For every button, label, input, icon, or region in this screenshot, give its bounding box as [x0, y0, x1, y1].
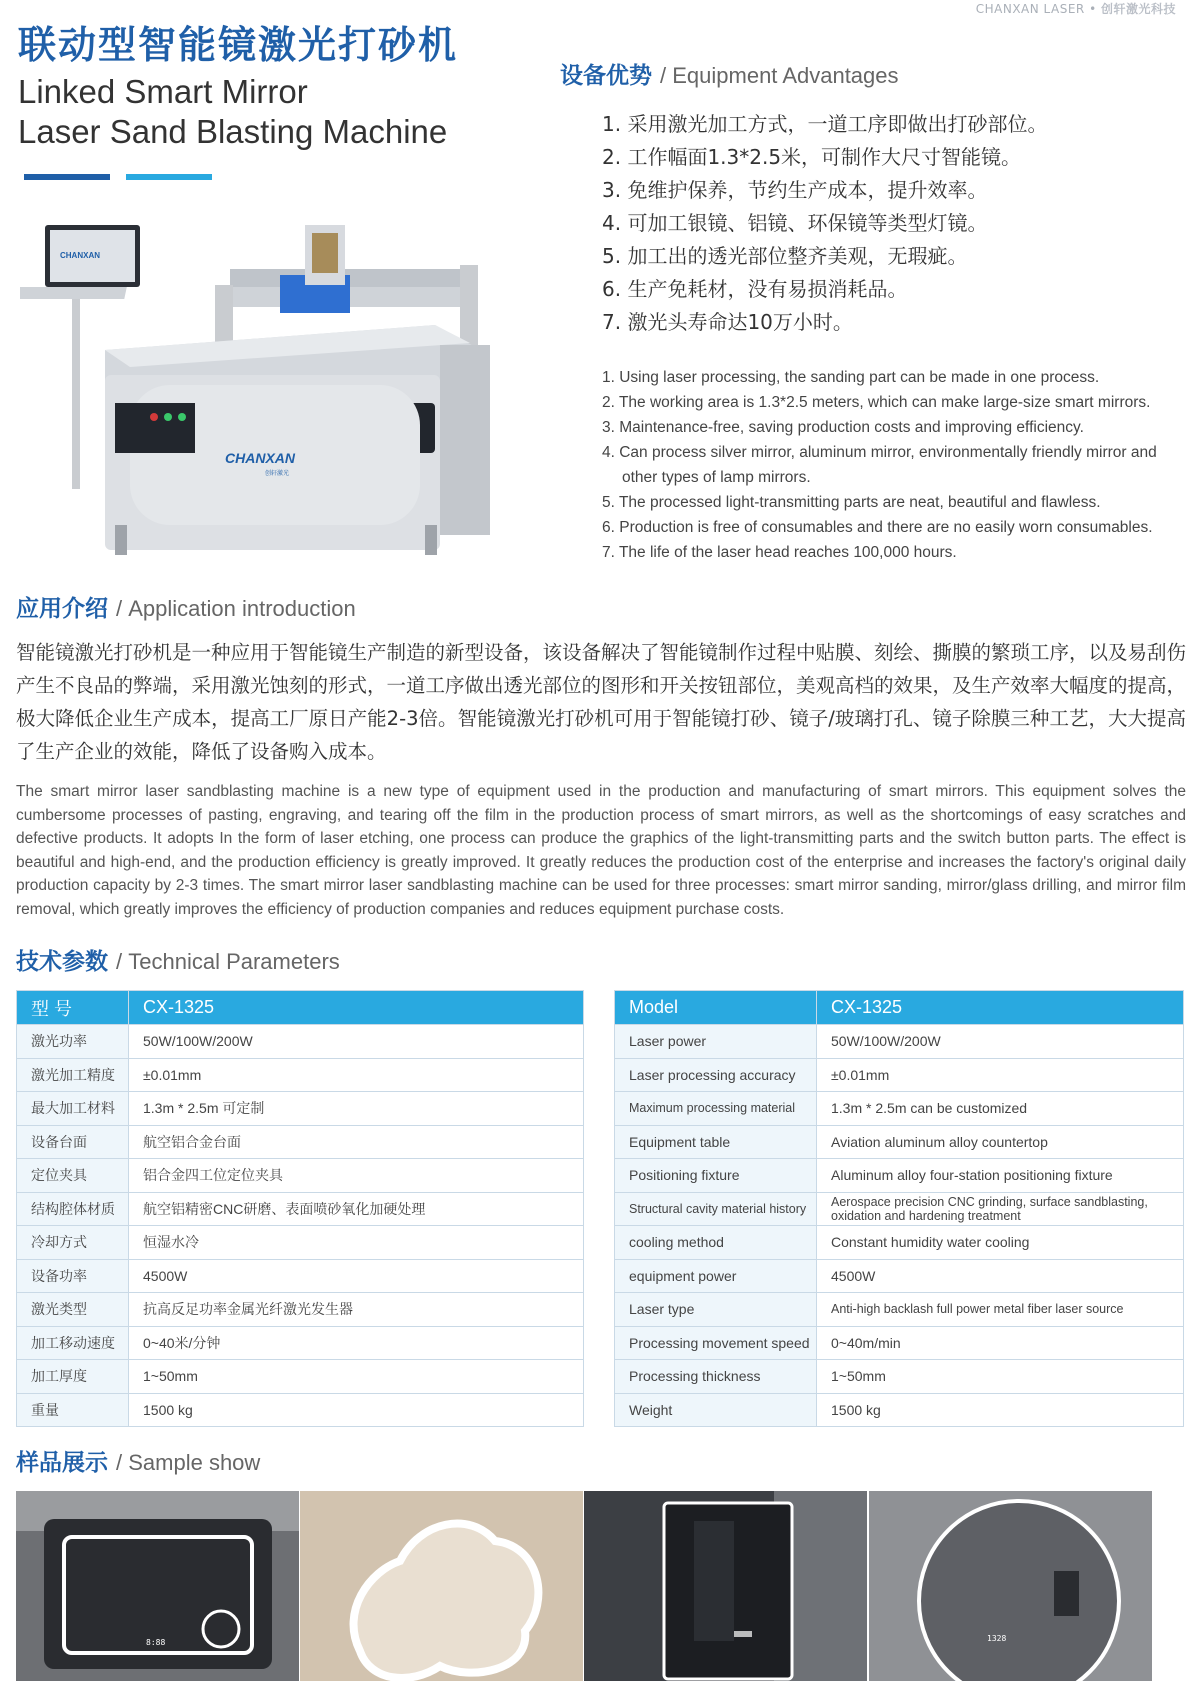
table-row — [615, 1058, 1184, 1092]
table-row — [17, 1192, 584, 1226]
advantages-list-en — [602, 365, 1192, 565]
table-row — [615, 1092, 1184, 1126]
table-row — [17, 1360, 584, 1394]
advantage-cn-item: 3. 免维护保养，节约生产成本，提升效率。 — [602, 178, 988, 202]
param-label: Laser processing accuracy — [615, 1058, 817, 1092]
table-row — [17, 1259, 584, 1293]
table-row — [17, 1092, 584, 1126]
param-value: Aerospace precision CNC grinding, surface sandblasting, oxidation and hardening treatment — [817, 1192, 1184, 1226]
param-label: 冷却方式 — [17, 1226, 129, 1260]
param-value: 50W/100W/200W — [129, 1025, 584, 1059]
param-label: 设备台面 — [17, 1125, 129, 1159]
table-row — [17, 1393, 584, 1427]
param-value: Constant humidity water cooling — [817, 1226, 1184, 1260]
samples-heading-en: / Sample show — [116, 1450, 261, 1475]
advantage-en-item: 3. Maintenance-free, saving production costs and improving efficiency. — [602, 419, 1084, 436]
param-label: 结构腔体材质 — [17, 1192, 129, 1226]
brand-cn: 创轩激光科技 — [1100, 2, 1176, 16]
table-header-cell: Model — [615, 991, 817, 1025]
table-row — [615, 1025, 1184, 1059]
param-value: ±0.01mm — [817, 1058, 1184, 1092]
samples-heading — [16, 1444, 260, 1477]
brand-header — [976, 0, 1176, 17]
param-value: 航空铝精密CNC研磨、表面喷砂氧化加硬处理 — [129, 1192, 584, 1226]
param-label: 加工移动速度 — [17, 1326, 129, 1360]
param-label: Structural cavity material history — [615, 1192, 817, 1226]
table-header-cell: CX-1325 — [817, 991, 1184, 1025]
application-heading-en: / Application introduction — [116, 596, 356, 621]
table-row — [17, 1326, 584, 1360]
param-label: Processing movement speed — [615, 1326, 817, 1360]
param-value: 1~50mm — [817, 1360, 1184, 1394]
parameters-heading-cn: 技术参数 — [16, 949, 108, 975]
param-value: Anti-high backlash full power metal fiber laser source — [817, 1293, 1184, 1327]
table-row — [17, 1025, 584, 1059]
param-value: 1500 kg — [129, 1393, 584, 1427]
param-label: Equipment table — [615, 1125, 817, 1159]
advantage-en-item: 6. Production is free of consumables and there are no easily worn consumables. — [602, 519, 1153, 536]
table-row — [615, 1360, 1184, 1394]
advantage-en-item: 2. The working area is 1.3*2.5 meters, which can make large-size smart mirrors. — [602, 394, 1151, 411]
parameters-table-cn — [16, 990, 584, 1427]
brand-separator: • — [1089, 2, 1097, 16]
param-value: 1500 kg — [817, 1393, 1184, 1427]
parameters-heading — [16, 943, 340, 976]
table-header-row — [615, 991, 1184, 1025]
table-row — [615, 1125, 1184, 1159]
param-value: 50W/100W/200W — [817, 1025, 1184, 1059]
param-value: 航空铝合金台面 — [129, 1125, 584, 1159]
table-row — [17, 1159, 584, 1193]
title-cn: 联动型智能镜激光打砂机 — [18, 23, 459, 67]
parameters-table-en — [614, 990, 1184, 1427]
table-row — [17, 1226, 584, 1260]
advantage-cn-item: 2. 工作幅面1.3*2.5米，可制作大尺寸智能镜。 — [602, 145, 1022, 169]
advantage-cn-item: 1. 采用激光加工方式，一道工序即做出打砂部位。 — [602, 112, 1048, 136]
advantage-en-item: 4. Can process silver mirror, aluminum mirror, environmentally friendly mirror and other types of lamp mirrors. — [602, 444, 1157, 486]
samples-heading-cn: 样品展示 — [16, 1450, 108, 1476]
application-text-en: The smart mirror laser sandblasting machine is a new type of equipment used in the production and manufacturing of smart mirrors. This equipment solves the cumbersome processes of pasting, engraving, and tearing off the film in the production process of smart mirrors, as well as the shortcomings of easy scratches and defective products. It adopts In the form of laser etching, one process can produce the graphics of the light-transmitting parts and the switch button parts. The effect is beautiful and high-end, and the production efficiency is greatly improved. It greatly reduces the production cost of the enterprise and increases the factory's original daily production capacity by 2-3 times. The smart mirror laser sandblasting machine can be used for three processes: smart mirror sanding, mirror/glass drilling, and mirror film removal, which greatly improves the efficiency of production companies and reduces equipment purchase costs. — [16, 783, 1186, 918]
param-label: Processing thickness — [615, 1360, 817, 1394]
param-label: 激光类型 — [17, 1293, 129, 1327]
advantages-list-cn — [602, 108, 1047, 339]
param-value: 4500W — [129, 1259, 584, 1293]
param-label: Laser type — [615, 1293, 817, 1327]
application-text-cn: 智能镜激光打砂机是一种应用于智能镜生产制造的新型设备，该设备解决了智能镜制作过程中贴膜、刻绘、撕膜的繁琐工序，以及易刮伤产生不良品的弊端，采用激光蚀刻的形式，一道工序做出透光部位的图形和开关按钮部位，美观高档的效果，及生产效率大幅度的提高，极大降低企业生产成本，提高工厂原日产能2-3倍。智能镜激光打砂机可用于智能镜打砂、镜子/玻璃打孔、镜子除膜三种工艺，大大提高了生产企业的效能，降低了设备购入成本。 — [16, 641, 1187, 763]
table-row — [615, 1159, 1184, 1193]
param-value: 铝合金四工位定位夹具 — [129, 1159, 584, 1193]
advantage-en-item: 5. The processed light-transmitting parts are neat, beautiful and flawless. — [602, 494, 1101, 511]
mirror-display-2: 1328 — [987, 1634, 1007, 1643]
param-label: equipment power — [615, 1259, 817, 1293]
advantage-en-item: 7. The life of the laser head reaches 100,000 hours. — [602, 544, 957, 561]
param-label: 加工厚度 — [17, 1360, 129, 1394]
param-value: 抗高反足功率金属光纤激光发生器 — [129, 1293, 584, 1327]
param-value: 1.3m * 2.5m 可定制 — [129, 1092, 584, 1126]
table-row — [615, 1326, 1184, 1360]
param-value: 1~50mm — [129, 1360, 584, 1394]
param-label: 激光加工精度 — [17, 1058, 129, 1092]
param-value: ±0.01mm — [129, 1058, 584, 1092]
title-underline-light — [126, 174, 212, 180]
param-value: 1.3m * 2.5m can be customized — [817, 1092, 1184, 1126]
param-label: Maximum processing material — [615, 1092, 817, 1126]
table-header-cell: 型 号 — [17, 991, 129, 1025]
param-label: 设备功率 — [17, 1259, 129, 1293]
param-label: 定位夹具 — [17, 1159, 129, 1193]
param-label: Laser power — [615, 1025, 817, 1059]
advantage-cn-item: 4. 可加工银镜、铝镜、环保镜等类型灯镜。 — [602, 211, 988, 235]
machine-logo: CHANXAN — [225, 450, 295, 466]
title-en-line2: Laser Sand Blasting Machine — [18, 113, 448, 150]
table-row — [17, 1293, 584, 1327]
machine-body — [105, 325, 490, 555]
sample-image-3 — [584, 1491, 867, 1681]
application-heading-cn: 应用介绍 — [16, 596, 108, 622]
param-value: 4500W — [817, 1259, 1184, 1293]
application-heading — [16, 590, 356, 623]
table-row — [17, 1125, 584, 1159]
advantages-heading-en: / Equipment Advantages — [660, 63, 899, 88]
table-row — [615, 1393, 1184, 1427]
param-label: cooling method — [615, 1226, 817, 1260]
table-row — [615, 1259, 1184, 1293]
title-en — [18, 72, 447, 152]
advantage-cn-item: 6. 生产免耗材，没有易损消耗品。 — [602, 277, 908, 301]
brand-en: CHANXAN LASER — [975, 2, 1085, 16]
param-label: 最大加工材料 — [17, 1092, 129, 1126]
param-label: 激光功率 — [17, 1025, 129, 1059]
sample-image-4 — [869, 1491, 1152, 1681]
table-row — [615, 1293, 1184, 1327]
table-row — [615, 1226, 1184, 1260]
advantage-cn-item: 7. 激光头寿命达10万小时。 — [602, 310, 853, 334]
table-header-row — [17, 991, 584, 1025]
param-value: 0~40m/min — [817, 1326, 1184, 1360]
table-row — [615, 1192, 1184, 1226]
advantage-en-item: 1. Using laser processing, the sanding part can be made in one process. — [602, 369, 1100, 386]
title-en-line1: Linked Smart Mirror — [18, 73, 308, 110]
mirror-display-1: 8:88 — [146, 1638, 166, 1647]
param-value: Aluminum alloy four-station positioning fixture — [817, 1159, 1184, 1193]
param-label: 重量 — [17, 1393, 129, 1427]
parameters-heading-en: / Technical Parameters — [116, 949, 340, 974]
title-underline-dark — [24, 174, 110, 180]
param-label: Weight — [615, 1393, 817, 1427]
table-row — [17, 1058, 584, 1092]
laser-machine-illustration — [20, 225, 520, 585]
sample-image-1 — [16, 1491, 299, 1681]
advantages-heading — [560, 57, 899, 90]
monitor-logo: CHANXAN — [60, 251, 100, 260]
param-value: 恒湿水冷 — [129, 1226, 584, 1260]
sample-image-2 — [300, 1491, 583, 1681]
table-header-cell: CX-1325 — [129, 991, 584, 1025]
machine-logo-sub: 创轩激光 — [265, 470, 290, 477]
advantage-cn-item: 5. 加工出的透光部位整齐美观，无瑕疵。 — [602, 244, 968, 268]
param-value: Aviation aluminum alloy countertop — [817, 1125, 1184, 1159]
param-value: 0~40米/分钟 — [129, 1326, 584, 1360]
param-label: Positioning fixture — [615, 1159, 817, 1193]
advantages-heading-cn: 设备优势 — [560, 63, 652, 89]
